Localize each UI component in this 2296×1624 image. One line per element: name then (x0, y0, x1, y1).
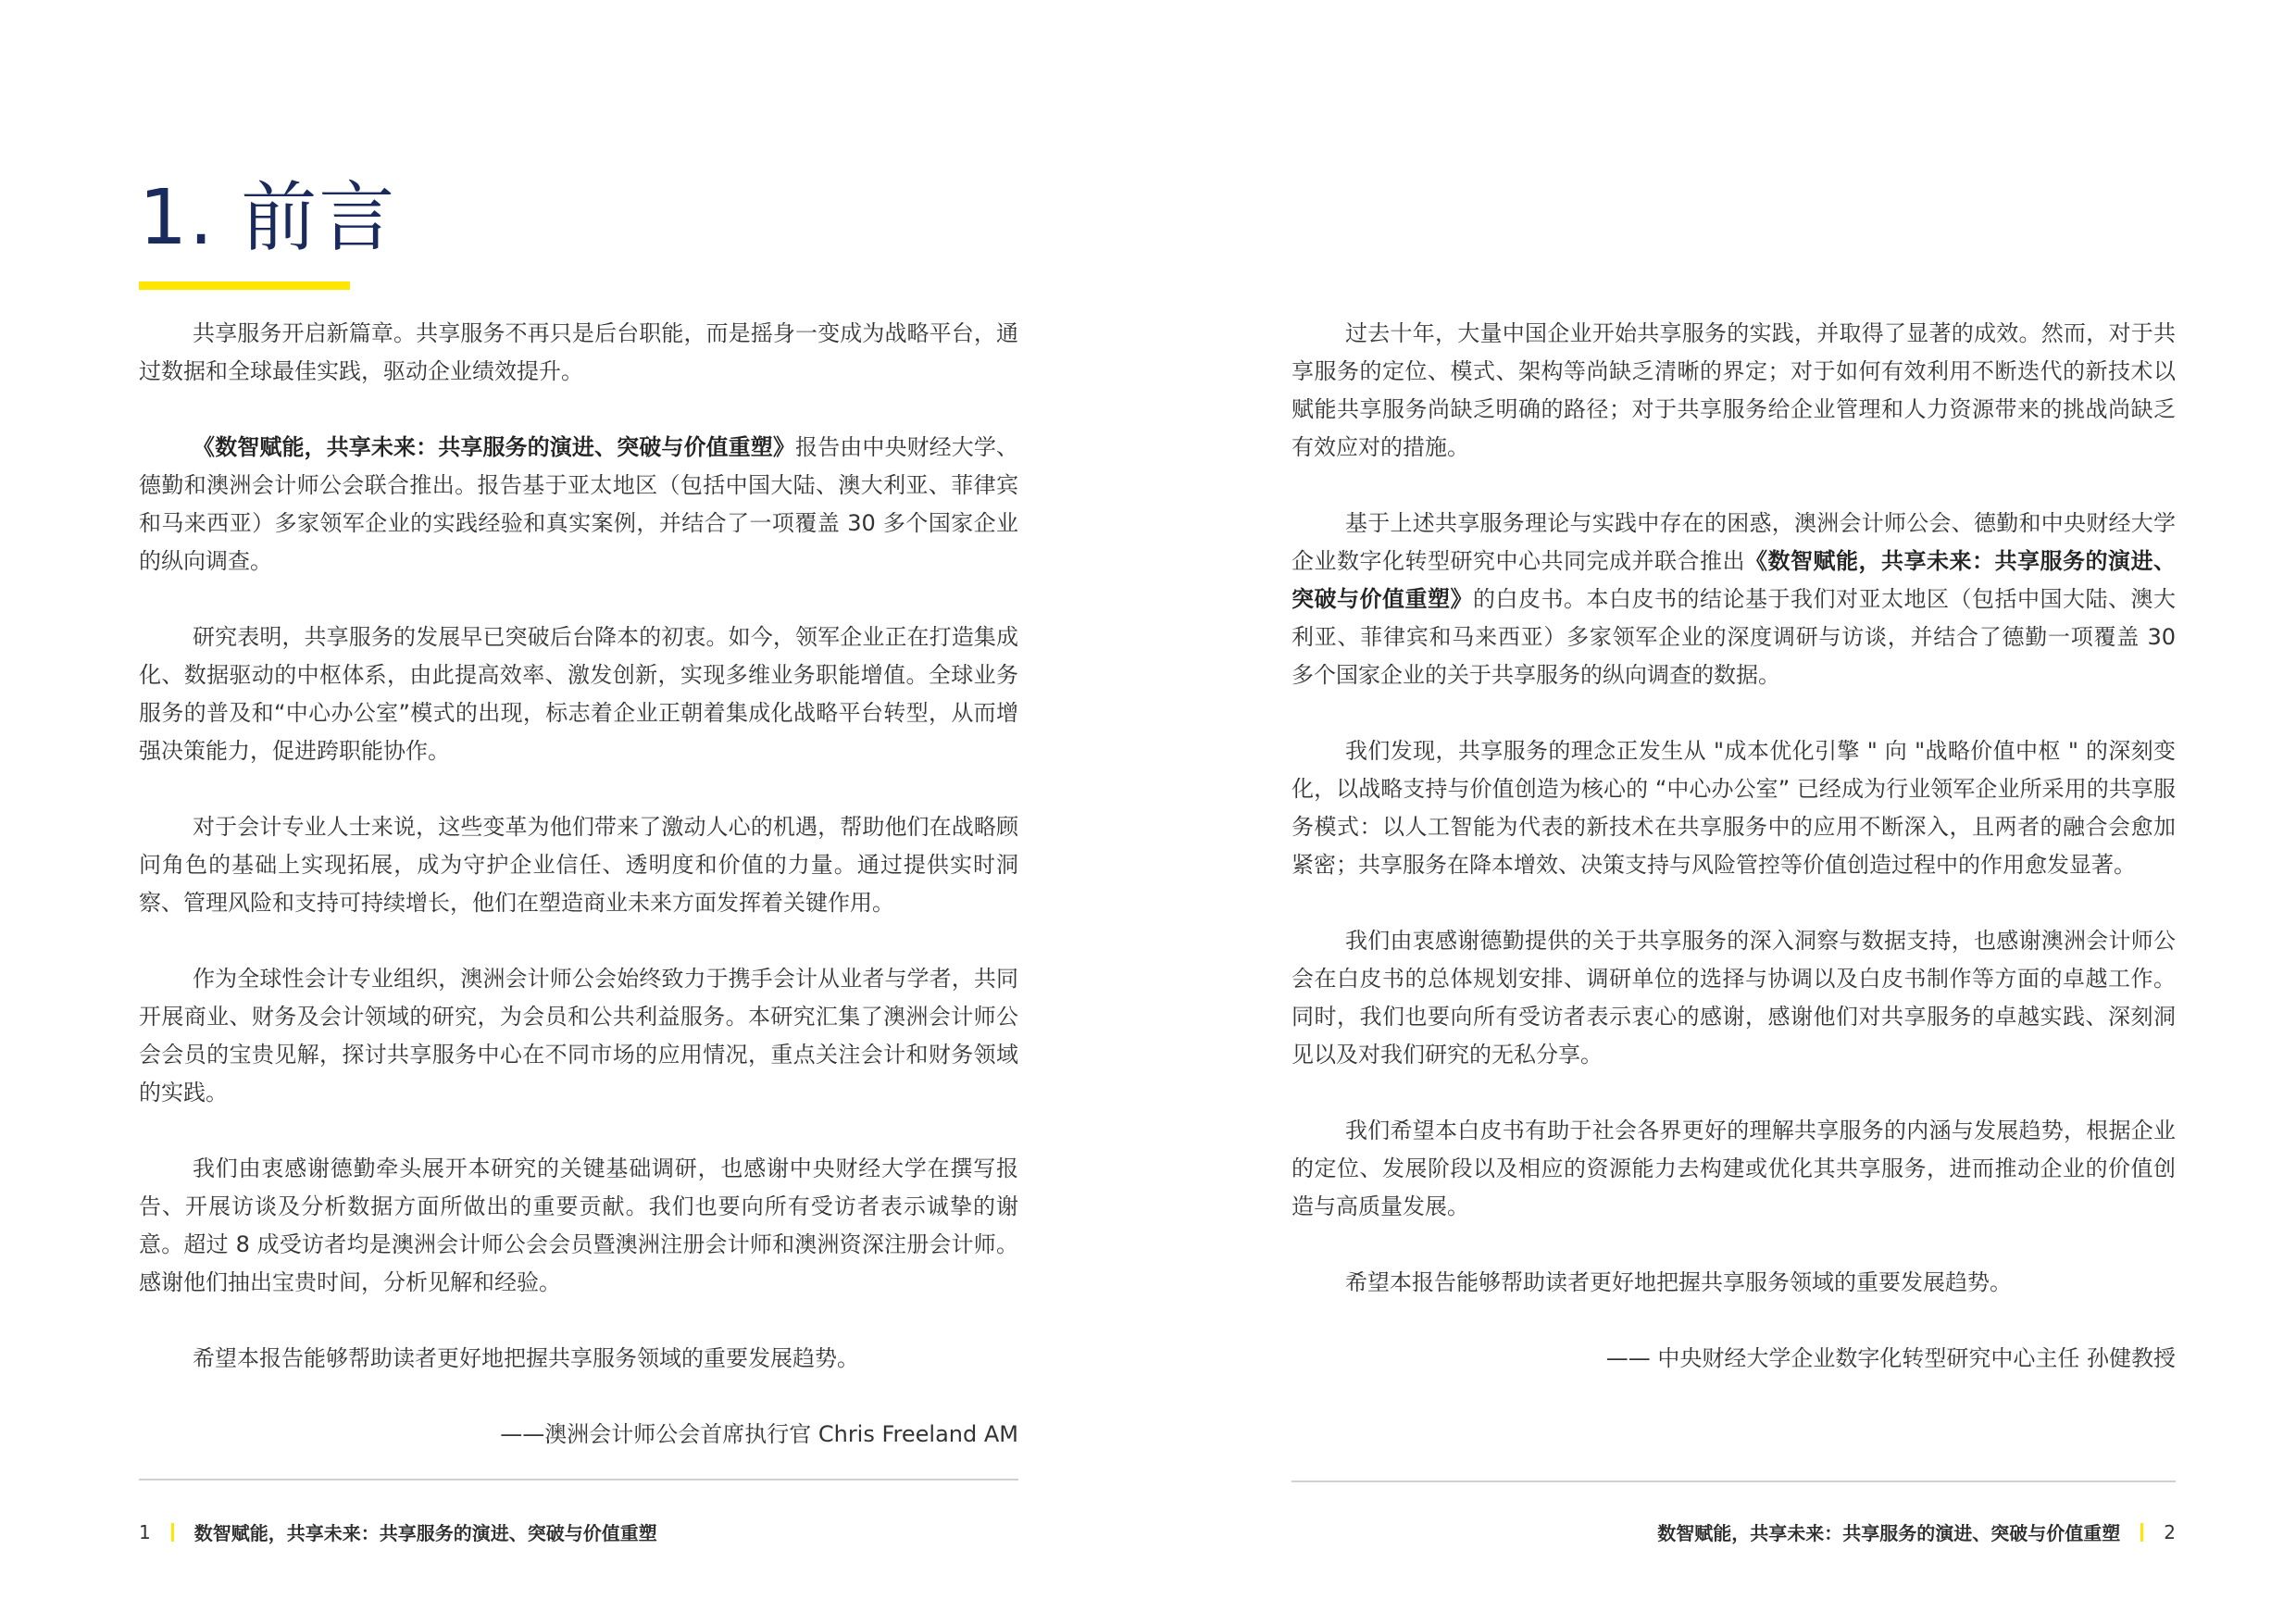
footer (139, 1518, 657, 1545)
footer-doc-title: 数智赋能，共享未来：共享服务的演进、突破与价值重塑 (1657, 1522, 2121, 1544)
footer-separator (2140, 1523, 2143, 1542)
left-page (139, 0, 1018, 1624)
footer-separator (171, 1523, 174, 1542)
paragraph-text: 我们由衷感谢德勤提供的关于共享服务的深入洞察与数据支持，也感谢澳洲会计师公会在白皮书的总体规划安排、调研单位的选择与协调以及白皮书制作等方面的卓越工作。同时，我们也要向所有受访者表示衷心的感谢，感谢他们对共享服务的卓越实践、深刻洞见以及对我们研究的无私分享。 (1292, 928, 2176, 1068)
page-number: 2 (2164, 1520, 2176, 1543)
paragraph (139, 960, 1018, 1112)
page-number: 1 (139, 1520, 151, 1543)
paragraph (1292, 922, 2176, 1074)
paragraph (139, 808, 1018, 922)
paragraph-text: 作为全球性会计专业组织，澳洲会计师公会始终致力于携手会计从业者与学者，共同开展商业、财务及会计领域的研究，为会员和公共利益服务。本研究汇集了澳洲会计师公会会员的宝贵见解，探讨共享服务中心在不同市场的应用情况，重点关注会计和财务领域的实践。 (139, 966, 1018, 1106)
paragraph (139, 618, 1018, 770)
report-title-bold: 《数智赋能，共享未来：共享服务的演进、突破与价值重塑》 (193, 434, 795, 460)
paragraph (139, 315, 1018, 391)
paragraph-text: 希望本报告能够帮助读者更好地把握共享服务领域的重要发展趋势。 (1345, 1269, 2012, 1295)
paragraph-text: 基于上述共享服务理论与实践中存在的困惑，澳洲会计师公会、德勤和中央财经大学企业数字化转型研究中心共同完成并联合推出 (1292, 510, 2176, 574)
paragraph-text: 希望本报告能够帮助读者更好地把握共享服务领域的重要发展趋势。 (193, 1345, 859, 1371)
paragraph-text: 过去十年，大量中国企业开始共享服务的实践，并取得了显著的成效。然而，对于共享服务的定位、模式、架构等尚缺乏清晰的界定；对于如何有效利用不断迭代的新技术以赋能共享服务尚缺乏明确的路径；对于共享服务给企业管理和人力资源带来的挑战尚缺乏有效应对的措施。 (1292, 320, 2176, 460)
paragraph (1292, 505, 2176, 694)
paragraph (139, 1150, 1018, 1302)
footer (1657, 1518, 2176, 1545)
paragraph-text: 报告由中央财经大学、德勤和澳洲会计师公会联合推出。报告基于亚太地区（包括中国大陆、澳大利亚、菲律宾和马来西亚）多家领军企业的实践经验和真实案例，并结合了一项覆盖 30 多个国家企业的纵向调查。 (139, 434, 1018, 574)
paragraph (139, 429, 1018, 581)
signature: —— 中央财经大学企业数字化转型研究中心主任 孙健教授 (1605, 1345, 2176, 1371)
paragraph (1292, 1264, 2176, 1302)
paragraph (1292, 315, 2176, 467)
paragraph-text: 对于会计专业人士来说，这些变革为他们带来了激动人心的机遇，帮助他们在战略顾问角色的基础上实现拓展，成为守护企业信任、透明度和价值的力量。通过提供实时洞察、管理风险和支持可持续增长，他们在塑造商业未来方面发挥着关键作用。 (139, 814, 1018, 916)
paragraph-text: 共享服务开启新篇章。共享服务不再只是后台职能，而是摇身一变成为战略平台，通过数据和全球最佳实践，驱动企业绩效提升。 (139, 320, 1018, 384)
paragraph-text: 的白皮书。本白皮书的结论基于我们对亚太地区（包括中国大陆、澳大利亚、菲律宾和马来西亚）多家领军企业的深度调研与访谈，并结合了德勤一项覆盖 30 多个国家企业的关于共享服务的纵向调查的数据。 (1292, 586, 2176, 688)
paragraph-text: 我们发现，共享服务的理念正发生从 "成本优化引擎 " 向 "战略价值中枢 " 的深刻变化，以战略支持与价值创造为核心的 “中心办公室” 已经成为行业领军企业所采用的共享服务模式：以人工智能为代表的新技术在共享服务中的应用不断深入，且两者的融合会愈加紧密；共享服务在降本增效、决策支持与风险管控等价值创造过程中的作用愈发显著。 (1292, 738, 2176, 878)
paragraph-text: 我们由衷感谢德勤牵头展开本研究的关键基础调研，也感谢中央财经大学在撰写报告、开展访谈及分析数据方面所做出的重要贡献。我们也要向所有受访者表示诚挚的谢意。超过 8 成受访者均是澳洲会计师公会会员暨澳洲注册会计师和澳洲资深注册会计师。感谢他们抽出宝贵时间，分析见解和经验。 (139, 1156, 1018, 1295)
footer-divider (1292, 1480, 2176, 1482)
footer-divider (139, 1479, 1018, 1480)
paragraph (139, 1340, 1018, 1378)
paragraph (1292, 1112, 2176, 1226)
paragraph-text: 我们希望本白皮书有助于社会各界更好的理解共享服务的内涵与发展趋势，根据企业的定位、发展阶段以及相应的资源能力去构建或优化其共享服务，进而推动企业的价值创造与高质量发展。 (1292, 1118, 2176, 1219)
right-page (1292, 0, 2176, 1624)
title-underline-bar (139, 281, 350, 290)
paragraph (1292, 732, 2176, 884)
report-title-bold: 《数智赋能，共享未来：共享服务的演进、突破与价值重塑》 (1292, 548, 2176, 612)
right-body (1292, 315, 2176, 1378)
page-title: 1. 前言 (139, 174, 397, 262)
footer-doc-title: 数智赋能，共享未来：共享服务的演进、突破与价值重塑 (193, 1522, 657, 1544)
signature: ——澳洲会计师公会首席执行官 Chris Freeland AM (500, 1421, 1018, 1447)
paragraph-text: 研究表明，共享服务的发展早已突破后台降本的初衷。如今，领军企业正在打造集成化、数据驱动的中枢体系，由此提高效率、激发创新，实现多维业务职能增值。全球业务服务的普及和“中心办公室”模式的出现，标志着企业正朝着集成化战略平台转型，从而增强决策能力，促进跨职能协作。 (139, 624, 1018, 764)
left-body (139, 315, 1018, 1454)
